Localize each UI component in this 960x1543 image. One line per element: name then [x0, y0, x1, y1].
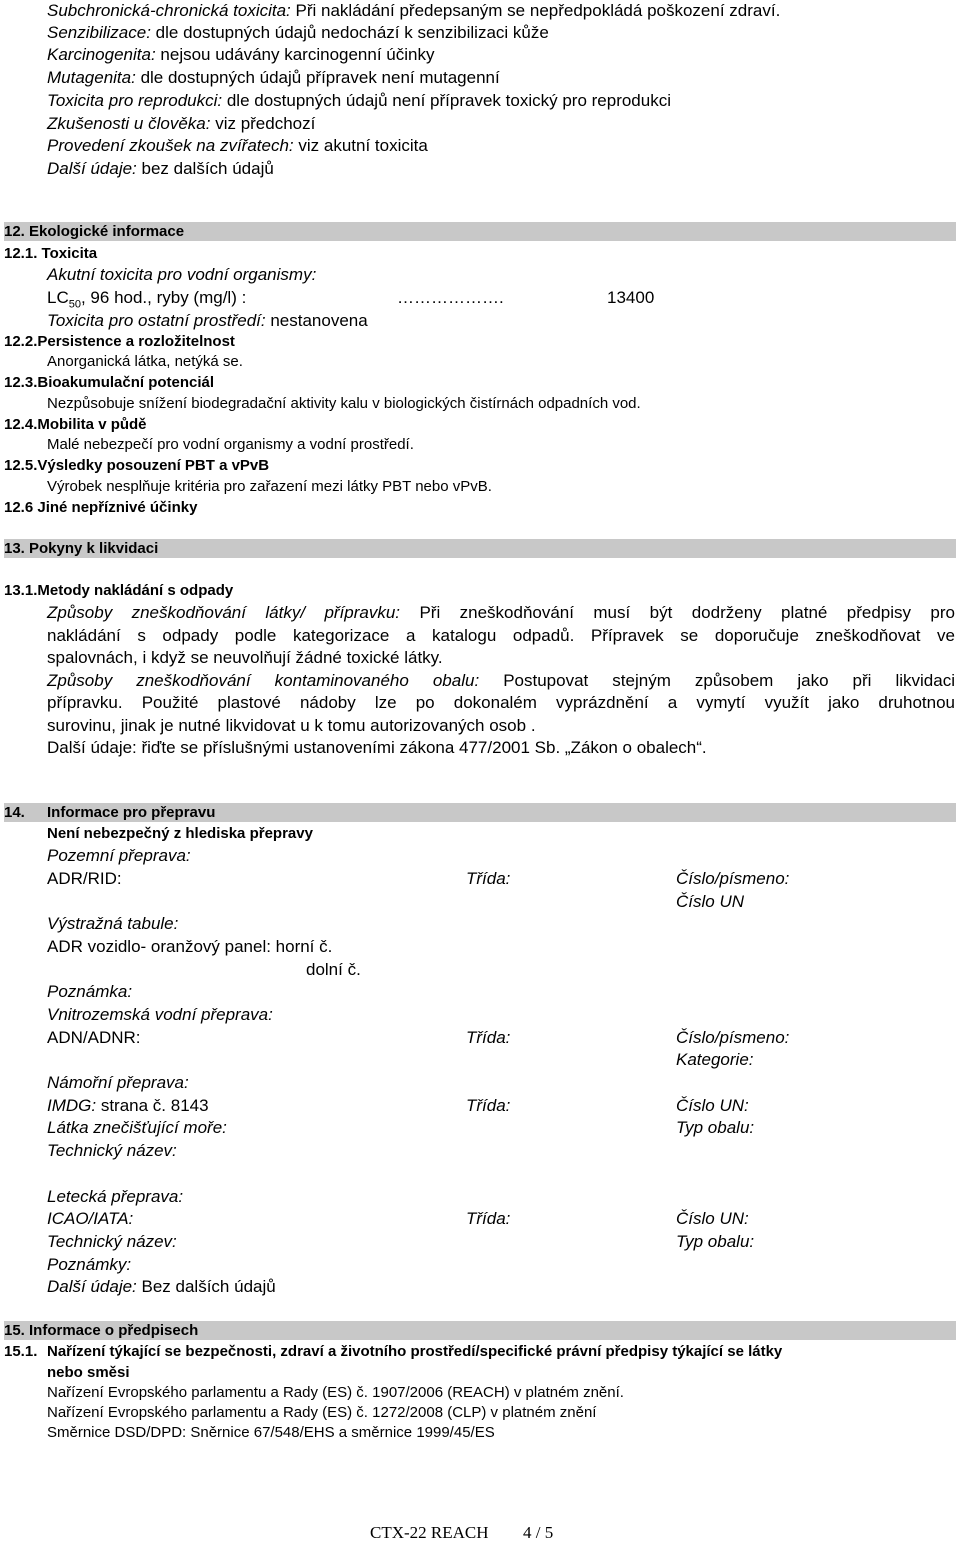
disposal-line-4: [47, 670, 955, 693]
adr-number-letter-label: Číslo/písmeno:: [676, 869, 790, 888]
imdg-packaging-label: Typ obalu:: [676, 1118, 755, 1137]
section-12-heading: 12. Ekologické informace: [4, 223, 185, 240]
imdg-value: strana č. 8143: [96, 1096, 209, 1115]
lc-label: LC: [47, 288, 69, 307]
lc50-value: 13400: [607, 288, 655, 307]
mutagenicity-label: Mutagenita:: [47, 68, 136, 87]
regulation-dsd-dpd: Směrnice DSD/DPD: Sněrnice 67/548/EHS a směrnice 1999/45/ES: [47, 1424, 495, 1441]
other-environment-label: Toxicita pro ostatní prostředí:: [47, 311, 266, 330]
section-12-5-title: 12.5.Výsledky posouzení PBT a vPvB: [4, 457, 270, 474]
section-12-4-title: 12.4.Mobilita v půdě: [4, 416, 147, 433]
not-dangerous-transport: Není nebezpečný z hlediska přepravy: [47, 825, 313, 842]
transport-other-data-line: [47, 1277, 276, 1297]
adr-panel-top: ADR vozidlo- oranžový panel: horní č.: [47, 937, 333, 956]
sensitization-line: [47, 23, 549, 43]
lc50-line: [47, 288, 247, 311]
footer-page-number: 4 / 5: [523, 1523, 554, 1542]
sensitization-value: dle dostupných údajů nedochází k senzibilizaci kůže: [150, 23, 549, 42]
icao-notes-label: Poznámky:: [47, 1255, 132, 1274]
animal-value: viz akutní toxicita: [293, 136, 428, 155]
adn-label: ADN/ADNR:: [47, 1028, 141, 1047]
lc50-dots: ……………….: [397, 288, 504, 307]
section-14-title: Informace pro přepravu: [47, 804, 216, 821]
human-experience-line: [47, 114, 315, 134]
human-value: viz předchozí: [210, 114, 316, 133]
carcinogenicity-value: nejsou udávány karcinogenní účinky: [155, 45, 435, 64]
footer-product-name: CTX-22 REACH: [370, 1523, 489, 1542]
reproduction-value: dle dostupných údajů není přípravek toxický pro reprodukci: [222, 91, 671, 110]
imdg-label: IMDG:: [47, 1096, 97, 1115]
human-label: Zkušenosti u člověka:: [47, 114, 211, 133]
section-12-2-text: Anorganická látka, netýká se.: [47, 353, 243, 370]
disposal-methods-paragraph: [47, 602, 955, 760]
sea-transport-label: Námořní přeprava:: [47, 1073, 189, 1092]
regulation-clp: Nařízení Evropského parlamentu a Rady (ES) č. 1272/2008 (CLP) v platném znění: [47, 1404, 597, 1421]
adr-panel-bottom: dolní č.: [306, 960, 361, 979]
section-15-1-number: 15.1.: [4, 1343, 38, 1360]
subchronic-label: Subchronická-chronická toxicita:: [47, 1, 291, 20]
section-12-3-text: Nezpůsobuje snížení biodegradační aktivity kalu v biologických čistírnách odpadních vod.: [47, 395, 641, 412]
inland-water-label: Vnitrozemská vodní přeprava:: [47, 1005, 273, 1024]
icao-label: ICAO/IATA:: [47, 1209, 134, 1228]
icao-class-label: Třída:: [466, 1209, 511, 1228]
section-12-5-text: Výrobek nesplňuje kritéria pro zařazení mezi látky PBT nebo vPvB.: [47, 478, 492, 495]
other-label: Další údaje:: [47, 159, 137, 178]
other-value: bez dalších údajů: [136, 159, 274, 178]
air-transport-label: Letecká přeprava:: [47, 1187, 184, 1206]
imdg-technical-name-label: Technický název:: [47, 1141, 177, 1160]
adr-note-label: Poznámka:: [47, 982, 133, 1001]
lc-subscript: 50: [68, 298, 81, 311]
icao-un-label: Číslo UN:: [676, 1209, 749, 1228]
disposal-line-2: nakládání s odpady podle kategorizace a katalogu odpadů. Přípravek se doporučuje zneškodňovat ve: [47, 625, 955, 645]
imdg-un-label: Číslo UN:: [676, 1096, 749, 1115]
icao-technical-name-label: Technický název:: [47, 1232, 177, 1251]
aquatic-toxicity-label: Akutní toxicita pro vodní organismy:: [47, 265, 317, 284]
section-13-heading: 13. Pokyny k likvidaci: [4, 540, 159, 557]
disposal-line-3: spalovnách, i když se neuvolňují žádné toxické látky.: [47, 648, 443, 667]
adn-category-label: Kategorie:: [676, 1050, 754, 1069]
transport-other-label: Další údaje:: [47, 1277, 137, 1296]
adr-un-number-label: Číslo UN: [676, 892, 745, 911]
disposal-line-6: surovinu, jinak je nutné likvidovat u k tomu autorizovaných osob .: [47, 715, 536, 735]
land-transport-label: Pozemní přeprava:: [47, 846, 191, 865]
carcinogenicity-line: [47, 45, 434, 65]
adn-number-letter-label: Číslo/písmeno:: [676, 1028, 790, 1047]
subchronic-value: Při nakládání předepsaným se nepředpokládá poškození zdraví.: [290, 1, 781, 20]
marine-pollutant-label: Látka znečišťující moře:: [47, 1118, 227, 1137]
adn-class-label: Třída:: [466, 1028, 511, 1047]
icao-packaging-label: Typ obalu:: [676, 1232, 755, 1251]
section-12-6-title: 12.6 Jiné nepříznivé účinky: [4, 499, 198, 516]
section-15-heading: 15. Informace o předpisech: [4, 1322, 199, 1339]
section-12-3-title: 12.3.Bioakumulační potenciál: [4, 374, 215, 391]
reproduction-label: Toxicita pro reprodukci:: [47, 91, 223, 110]
other-environment-line: [47, 311, 368, 331]
adr-rid-label: ADR/RID:: [47, 869, 122, 888]
adr-class-label: Třída:: [466, 869, 511, 888]
animal-label: Provedení zkoušek na zvířatech:: [47, 136, 294, 155]
section-14-number: 14.: [4, 804, 25, 821]
sensitization-label: Senzibilizace:: [47, 23, 151, 42]
disposal-line-7: Další údaje: řiďte se příslušnými ustanoveními zákona 477/2001 Sb. „Zákon o obalech“.: [47, 738, 707, 757]
lc-description: , 96 hod., ryby (mg/l) :: [80, 288, 247, 307]
disposal-substance-value: Při zneškodňování musí být dodrženy platné předpisy pro: [400, 603, 955, 622]
section-12-4-text: Malé nebezpečí pro vodní organismy a vodní prostředí.: [47, 436, 414, 453]
carcinogenicity-label: Karcinogenita:: [47, 45, 156, 64]
regulation-reach: Nařízení Evropského parlamentu a Rady (ES) č. 1907/2006 (REACH) v platném znění.: [47, 1384, 624, 1401]
section-13-1-title: 13.1.Metody nakládání s odpady: [4, 582, 234, 599]
section-12-1-title: 12.1. Toxicita: [4, 245, 98, 262]
packaging-disposal-value: Postupovat stejným způsobem jako při likvidaci: [479, 670, 955, 690]
disposal-line-5: přípravku. Použité plastové nádoby lze po dokonalém vyprázdnění a vymytí využít jako druhotnou: [47, 693, 955, 712]
imdg-line: [47, 1096, 209, 1116]
section-15-1-title-line1: Nařízení týkající se bezpečnosti, zdraví a životního prostředí/specifické právní předpisy týkající se látky: [47, 1343, 783, 1360]
section-15-1-title-line2: nebo směsi: [47, 1364, 130, 1381]
animal-tests-line: [47, 136, 428, 156]
reproduction-toxicity-line: [47, 91, 671, 111]
subchronic-toxicity-line: [47, 1, 780, 21]
other-data-line: [47, 159, 274, 179]
disposal-line-1: [47, 602, 955, 625]
mutagenicity-line: [47, 68, 500, 88]
section-12-2-title: 12.2.Persistence a rozložitelnost: [4, 333, 235, 350]
warning-panel-label: Výstražná tabule:: [47, 914, 179, 933]
mutagenicity-value: dle dostupných údajů přípravek není mutagenní: [135, 68, 500, 87]
disposal-substance-label: Způsoby zneškodňování látky/ přípravku:: [47, 603, 401, 622]
transport-other-value: Bez dalších údajů: [136, 1277, 276, 1296]
packaging-disposal-label: Způsoby zneškodňování kontaminovaného obalu:: [47, 670, 480, 690]
other-environment-value: nestanovena: [265, 311, 368, 330]
imdg-class-label: Třída:: [466, 1096, 511, 1115]
